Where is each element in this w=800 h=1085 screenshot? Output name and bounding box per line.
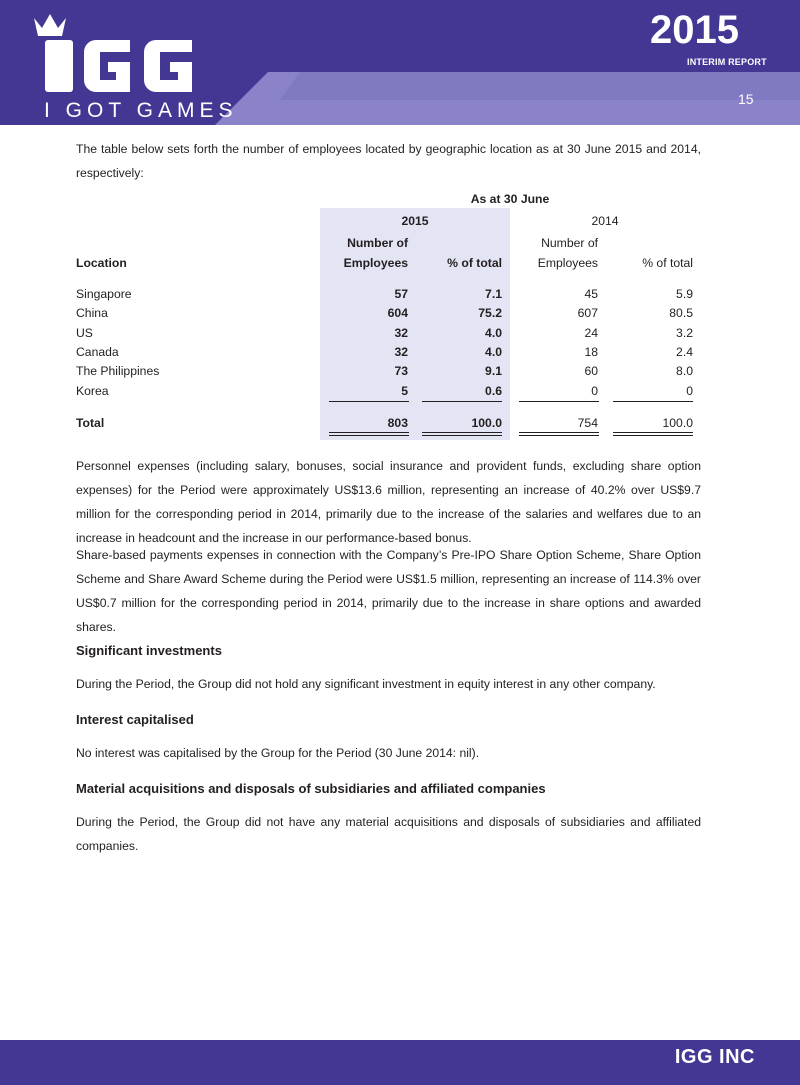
footer-company: IGG INC bbox=[674, 1046, 755, 1068]
col-number-of-2014: Number of bbox=[541, 236, 598, 250]
row-pct-2015: 0.6 bbox=[485, 384, 502, 398]
row-pct-2015: 9.1 bbox=[485, 364, 502, 378]
page-header bbox=[0, 0, 800, 125]
page-number: 15 bbox=[738, 91, 754, 107]
year-2015-header: 2015 bbox=[401, 214, 429, 228]
intro-paragraph: The table below sets forth the number of employees located by geographic location as at 30 June 2015 and 2014, respectively: bbox=[76, 142, 701, 180]
report-year: 2015 bbox=[650, 8, 739, 52]
subtotal-rule bbox=[422, 401, 502, 402]
row-location: Canada bbox=[76, 345, 119, 359]
row-location: The Philippines bbox=[76, 364, 160, 378]
row-emp-2014: 60 bbox=[584, 364, 598, 378]
year-2014-header: 2014 bbox=[591, 214, 619, 228]
row-emp-2014: 18 bbox=[584, 345, 598, 359]
row-emp-2015: 57 bbox=[394, 287, 408, 301]
row-emp-2015: 32 bbox=[394, 326, 408, 340]
row-pct-2014: 8.0 bbox=[676, 364, 693, 378]
row-emp-2014: 0 bbox=[591, 384, 598, 398]
section-heading-interest: Interest capitalised bbox=[76, 712, 194, 727]
total-label: Total bbox=[76, 416, 105, 430]
row-pct-2014: 2.4 bbox=[676, 345, 693, 359]
row-location: Singapore bbox=[76, 287, 132, 301]
row-emp-2015: 604 bbox=[387, 306, 408, 320]
section-body-interest: No interest was capitalised by the Group for the Period (30 June 2014: nil). bbox=[76, 746, 480, 760]
row-pct-2015: 75.2 bbox=[478, 306, 502, 320]
total-pct-2015: 100.0 bbox=[471, 416, 502, 430]
row-location: China bbox=[76, 306, 108, 320]
total-emp-2014: 754 bbox=[577, 416, 598, 430]
col-number-of-2015: Number of bbox=[347, 236, 408, 250]
total-pct-2014: 100.0 bbox=[662, 416, 693, 430]
subtotal-rule bbox=[329, 401, 409, 402]
total-double-rule bbox=[613, 432, 693, 436]
row-pct-2015: 7.1 bbox=[485, 287, 502, 301]
col-employees-2014: Employees bbox=[537, 256, 598, 270]
total-double-rule bbox=[329, 432, 409, 436]
row-emp-2015: 73 bbox=[394, 364, 408, 378]
total-double-rule bbox=[422, 432, 502, 436]
row-emp-2015: 32 bbox=[394, 345, 408, 359]
total-double-rule bbox=[519, 432, 599, 436]
row-location: US bbox=[76, 326, 93, 340]
row-pct-2014: 3.2 bbox=[676, 326, 693, 340]
section-body-acquisitions: During the Period, the Group did not have any material acquisitions and disposals of subsidiaries and affiliated companies. bbox=[76, 815, 701, 853]
col-employees-2015: Employees bbox=[343, 256, 408, 270]
total-emp-2015: 803 bbox=[387, 416, 408, 430]
group-header: As at 30 June bbox=[470, 192, 550, 206]
col-pct-2015: % of total bbox=[447, 256, 502, 270]
col-location: Location bbox=[76, 256, 127, 270]
subtotal-rule bbox=[519, 401, 599, 402]
row-emp-2014: 24 bbox=[584, 326, 598, 340]
col-pct-2014: % of total bbox=[642, 256, 693, 270]
row-pct-2014: 5.9 bbox=[676, 287, 693, 301]
row-pct-2015: 4.0 bbox=[485, 326, 502, 340]
section-body-investments: During the Period, the Group did not hold any significant investment in equity interest in any other company. bbox=[76, 677, 656, 691]
report-type: INTERIM REPORT bbox=[687, 57, 767, 67]
share-paragraph: Share-based payments expenses in connection with the Company’s Pre-IPO Share Option Scheme, Share Option Scheme and Share Award Scheme during the Period were US$1.5 million, representing an increase of 114.3% over US$0.7 million for the corresponding period in 2014, primarily due to the increase in share options and awarded shares. bbox=[76, 548, 701, 634]
personnel-paragraph: Personnel expenses (including salary, bonuses, social insurance and provident funds, excluding share option expenses) for the Period were approximately US$13.6 million, representing an increase of 40.2% over US$9.7 million for the corresponding period in 2014, primarily due to the increase of the salaries and welfares due to an increase in headcount and the increase in our performance-based bonus. bbox=[76, 459, 701, 545]
section-heading-investments: Significant investments bbox=[76, 643, 222, 658]
row-pct-2014: 0 bbox=[686, 384, 693, 398]
page-footer bbox=[0, 1040, 800, 1085]
row-emp-2014: 607 bbox=[577, 306, 598, 320]
row-emp-2015: 5 bbox=[401, 384, 408, 398]
row-pct-2014: 80.5 bbox=[669, 306, 693, 320]
section-heading-acquisitions: Material acquisitions and disposals of subsidiaries and affiliated companies bbox=[76, 781, 546, 796]
row-location: Korea bbox=[76, 384, 109, 398]
row-pct-2015: 4.0 bbox=[485, 345, 502, 359]
subtotal-rule bbox=[613, 401, 693, 402]
row-emp-2014: 45 bbox=[584, 287, 598, 301]
logo-tagline: I GOT GAMES bbox=[44, 99, 238, 122]
